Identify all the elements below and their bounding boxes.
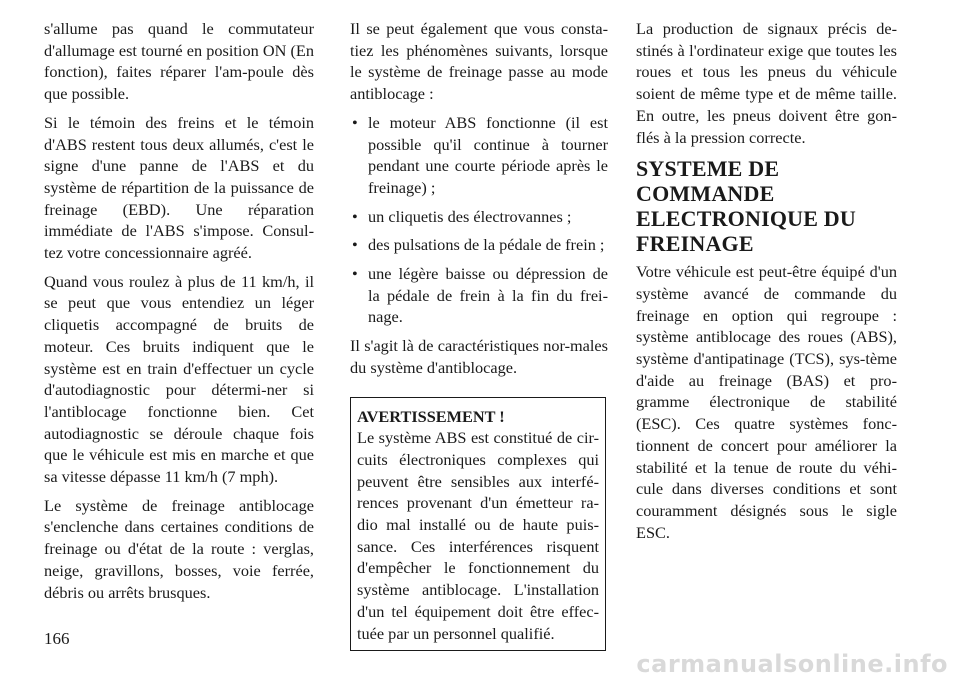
bullet-icon: • [352, 264, 358, 284]
list-item-text: un cliquetis des électrovannes ; [368, 206, 572, 226]
bullet-icon: • [352, 206, 358, 226]
paragraph: Si le témoin des freins et le témoin d'ABS restent tous deux allumés, c'est le signe d'une panne de l'ABS et du système de répartition de la puissance de freinage (EBD). Une réparation immédiate de l'ABS s'impose. Consul-tez votre concessionnaire agréé. [44, 112, 314, 263]
column-middle [350, 18, 608, 651]
list-item-text: le moteur ABS fonctionne (il est possible qu'il continue à tourner pendant une courte période après le freinage) ; [368, 112, 608, 197]
column-right [636, 18, 897, 550]
list-item [350, 234, 608, 256]
list-item [350, 112, 608, 199]
paragraph: Il s'agit là de caractéristiques nor-males du système d'antiblocage. [350, 336, 608, 377]
column-left [44, 18, 314, 610]
paragraph: La production de signaux précis de-stinés à l'ordinateur exige que toutes les roues et tous les pneus du véhicule soient de même type et de même taille. En outre, les pneus doivent être gon-flés à la pression correcte. [636, 19, 897, 147]
paragraph: Votre véhicule est peut-être équipé d'un système avancé de commande du freinage en option qui regroupe : système antiblocage des roues (ABS), système d'antipatinage (TCS), sys-tème d'aide au freinage (BAS) et pro-gramme électronique de stabilité (ESC). Ces quatre systèmes fonc-tionnent de concert pour améliorer la stabilité et la tenue de route du véhi-cule dans diverses conditions et sont couramment désignés sous le sigle ESC. [636, 262, 897, 542]
bullet-icon: • [352, 235, 358, 255]
list-item-text: des pulsations de la pédale de frein ; [368, 235, 605, 255]
warning-text: Le système ABS est constitué de cir-cuits électroniques complexes qui peuvent être sensibles aux interfé-rences provenant d'un émetteur ra-dio mal installé ou de haute puis-sance. Ces interférences risquent d'empêcher le fonctionnement du système antiblocage. L'installation d'un tel équipement doit être effec-tuée par un personnel qualifié. [357, 428, 599, 643]
watermark: carmanualsonline.info [636, 650, 948, 678]
list-item [350, 206, 608, 228]
page-number: 166 [44, 629, 70, 648]
warning-box [350, 397, 606, 652]
paragraph: Il se peut également que vous consta-tiez les phénomènes suivants, lorsque le système de freinage passe au mode antiblocage : [350, 19, 608, 104]
paragraph: Quand vous roulez à plus de 11 km/h, il se peut que vous entendiez un léger cliquetis accompagné de bruits de moteur. Ces bruits indiquent que le système est en train d'effectuer un cycle d'autodiagnostic pour détermi-ner si l'antiblocage fonctionne bien. Cet autodiagnostic se déroule chaque fois que le véhicule est mis en marche et que sa vitesse dépasse 11 km/h (7 mph). [44, 271, 314, 487]
paragraph: s'allume pas quand le commutateur d'allumage est tourné en position ON (En fonction), faites réparer l'am-poule dès que possible. [44, 19, 314, 104]
list-item [350, 263, 608, 328]
section-heading: SYSTEME DE COMMANDE ELECTRONIQUE DU FREINAGE [636, 156, 856, 257]
list-item-text: une légère baisse ou dépression de la pédale de frein à la fin du frei-nage. [368, 264, 608, 327]
bullet-list [350, 112, 608, 328]
bullet-icon: • [352, 112, 358, 132]
warning-title: AVERTISSEMENT ! [357, 406, 505, 426]
paragraph: Le système de freinage antiblocage s'enclenche dans certaines conditions de freinage ou d'état de la route : verglas, neige, gravillons, bosses, voie ferrée, débris ou arrêts brusques. [44, 495, 314, 602]
